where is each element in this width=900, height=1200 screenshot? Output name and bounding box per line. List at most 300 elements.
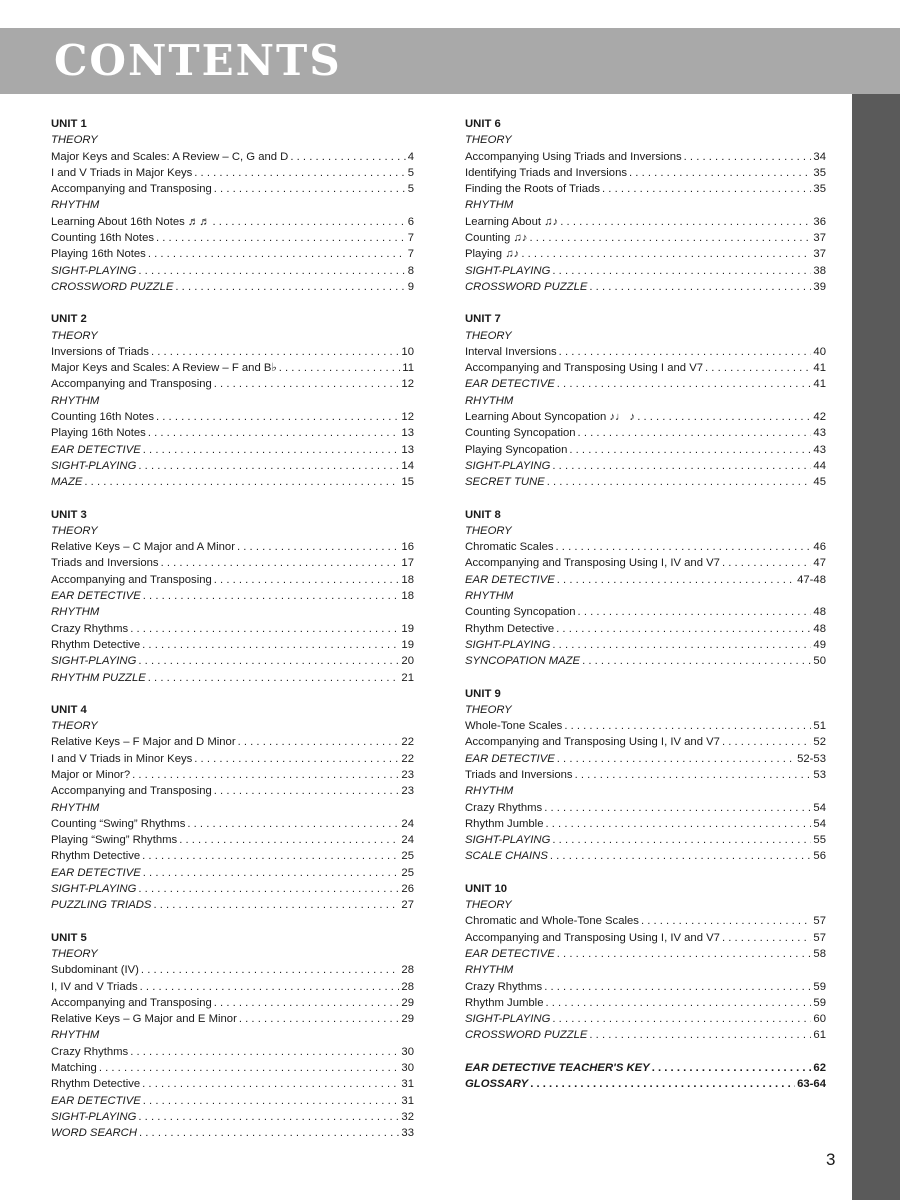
toc-entry[interactable] — [465, 474, 826, 490]
toc-entry-page: 4 — [407, 150, 414, 163]
toc-entry-title: Playing ♫♪ — [465, 248, 520, 261]
toc-entry-page: 59 — [813, 996, 826, 1009]
toc-entry[interactable] — [51, 751, 414, 767]
toc-entry-page: 14 — [401, 459, 414, 472]
toc-leader-dots — [545, 995, 811, 1011]
toc-entry[interactable] — [51, 621, 414, 637]
toc-entry-title: MAZE — [51, 476, 83, 489]
toc-entry-page: 12 — [401, 378, 414, 391]
toc-entry[interactable] — [465, 149, 826, 165]
toc-entry-page: 22 — [401, 752, 414, 765]
toc-entry[interactable] — [465, 539, 826, 555]
toc-leader-dots — [99, 1060, 400, 1076]
toc-entry[interactable] — [51, 832, 414, 848]
toc-leader-dots — [143, 442, 400, 458]
toc-entry-title: Accompanying and Transposing Using I, IV and V7 — [465, 736, 720, 749]
toc-entry-title: Accompanying and Transposing — [51, 183, 212, 196]
toc-entry-page: 24 — [401, 817, 414, 830]
toc-entry-page: 52 — [813, 736, 826, 749]
toc-entry[interactable] — [465, 946, 826, 962]
contents-column-right — [465, 116, 826, 1108]
toc-entry[interactable] — [51, 865, 414, 881]
toc-entry[interactable] — [465, 832, 826, 848]
toc-entry[interactable] — [465, 979, 826, 995]
toc-entry[interactable] — [51, 555, 414, 571]
toc-entry-page: 33 — [401, 1127, 414, 1140]
toc-entry[interactable] — [465, 1027, 826, 1043]
toc-entry[interactable] — [465, 604, 826, 620]
toc-leader-dots — [589, 279, 811, 295]
section-heading: THEORY — [51, 134, 98, 147]
toc-entry-title: GLOSSARY — [465, 1078, 529, 1091]
toc-entry[interactable] — [465, 913, 826, 929]
toc-entry-page: 50 — [813, 655, 826, 668]
toc-entry-page: 25 — [401, 850, 414, 863]
toc-entry-title: CROSSWORD PUZZLE — [51, 280, 174, 293]
toc-entry[interactable] — [465, 734, 826, 750]
toc-leader-dots — [179, 832, 399, 848]
section-heading: RHYTHM — [51, 199, 100, 212]
section-heading: RHYTHM — [465, 199, 514, 212]
unit-block — [51, 116, 414, 295]
toc-entry-page: 57 — [813, 931, 826, 944]
section-heading: RHYTHM — [51, 606, 100, 619]
unit-block — [465, 881, 826, 1044]
toc-leader-dots — [148, 425, 400, 441]
toc-entry-title: Playing 16th Notes — [51, 248, 146, 261]
toc-leader-dots — [547, 474, 812, 490]
toc-entry[interactable] — [465, 1011, 826, 1027]
toc-entry[interactable] — [51, 653, 414, 669]
toc-entry[interactable] — [51, 149, 414, 165]
toc-entry-page: 54 — [813, 817, 826, 830]
unit-block — [465, 507, 826, 670]
toc-leader-dots — [194, 751, 399, 767]
section-heading: THEORY — [465, 524, 512, 537]
toc-entry-page: 18 — [401, 573, 414, 586]
toc-entry-title: Whole-Tone Scales — [465, 720, 563, 733]
toc-entry[interactable] — [465, 653, 826, 669]
toc-leader-dots — [194, 165, 405, 181]
section-heading: THEORY — [51, 524, 98, 537]
toc-entry-title: Identifying Triads and Inversions — [465, 166, 628, 179]
toc-entry-page: 61 — [813, 1029, 826, 1042]
toc-entry[interactable] — [465, 930, 826, 946]
toc-leader-dots — [214, 995, 400, 1011]
section-heading: THEORY — [51, 720, 98, 733]
toc-entry[interactable] — [465, 718, 826, 734]
toc-entry[interactable] — [465, 279, 826, 295]
toc-entry-page: 49 — [813, 638, 826, 651]
toc-leader-dots — [214, 572, 400, 588]
toc-entry[interactable] — [51, 344, 414, 360]
toc-entry-page: 21 — [401, 671, 414, 684]
toc-entry[interactable] — [51, 165, 414, 181]
toc-entry[interactable] — [51, 425, 414, 441]
toc-leader-dots — [138, 263, 405, 279]
toc-entry-page: 30 — [401, 1045, 414, 1058]
toc-entry[interactable] — [51, 1011, 414, 1027]
toc-entry-title: CROSSWORD PUZZLE — [465, 280, 588, 293]
toc-leader-dots — [582, 653, 811, 669]
toc-entry-page: 32 — [401, 1110, 414, 1123]
toc-entry-page: 52-53 — [797, 752, 826, 765]
toc-leader-dots — [153, 897, 399, 913]
toc-entry-page: 38 — [813, 264, 826, 277]
toc-leader-dots — [684, 149, 812, 165]
toc-entry-page: 45 — [813, 476, 826, 489]
toc-leader-dots — [138, 881, 399, 897]
unit-block — [465, 116, 826, 295]
toc-entry-title: Rhythm Jumble — [465, 996, 544, 1009]
toc-entry-page: 58 — [813, 947, 826, 960]
unit-heading: UNIT 4 — [51, 703, 87, 716]
toc-leader-dots — [559, 344, 812, 360]
toc-leader-dots — [552, 263, 811, 279]
toc-leader-dots — [652, 1060, 812, 1076]
toc-leader-dots — [564, 718, 811, 734]
toc-entry[interactable] — [465, 572, 826, 588]
toc-entry[interactable] — [51, 263, 414, 279]
toc-entry-page: 22 — [401, 736, 414, 749]
toc-entry[interactable] — [51, 767, 414, 783]
toc-entry[interactable] — [465, 214, 826, 230]
toc-leader-dots — [557, 946, 812, 962]
unit-block — [51, 702, 414, 914]
toc-leader-dots — [214, 376, 400, 392]
toc-entry-page: 57 — [813, 915, 826, 928]
toc-entry-title: SIGHT-PLAYING — [465, 459, 551, 472]
section-heading: THEORY — [465, 899, 512, 912]
toc-entry[interactable] — [51, 230, 414, 246]
toc-entry-page: 59 — [813, 980, 826, 993]
toc-entry[interactable] — [51, 539, 414, 555]
toc-entry[interactable] — [51, 442, 414, 458]
toc-entry-page: 29 — [401, 1013, 414, 1026]
section-heading: RHYTHM — [51, 394, 100, 407]
toc-entry-page: 34 — [813, 150, 826, 163]
section-heading: THEORY — [51, 329, 98, 342]
toc-leader-dots — [130, 1044, 399, 1060]
toc-entry-page: 51 — [813, 720, 826, 733]
toc-entry-title: Playing “Swing” Rhythms — [51, 834, 178, 847]
toc-entry[interactable] — [465, 181, 826, 197]
section-heading: RHYTHM — [51, 801, 100, 814]
toc-entry-page: 12 — [401, 411, 414, 424]
toc-entry-title: Rhythm Detective — [51, 1078, 141, 1091]
toc-entry[interactable] — [465, 263, 826, 279]
toc-entry[interactable] — [51, 588, 414, 604]
toc-entry[interactable] — [465, 360, 826, 376]
toc-entry[interactable] — [465, 637, 826, 653]
toc-entry[interactable] — [51, 670, 414, 686]
toc-entry-page: 44 — [813, 459, 826, 472]
toc-entry-title: I, IV and V Triads — [51, 980, 138, 993]
toc-leader-dots — [557, 572, 795, 588]
toc-leader-dots — [141, 962, 400, 978]
toc-leader-dots — [187, 816, 399, 832]
toc-leader-dots — [552, 637, 811, 653]
toc-leader-dots — [722, 734, 811, 750]
toc-entry-page: 13 — [401, 427, 414, 440]
toc-entry-title: Triads and Inversions — [465, 768, 573, 781]
toc-entry-title: SIGHT-PLAYING — [51, 459, 137, 472]
toc-entry-page: 41 — [813, 362, 826, 375]
toc-entry[interactable] — [465, 165, 826, 181]
right-edge-bar — [852, 0, 900, 1200]
toc-entry-title: EAR DETECTIVE — [51, 866, 141, 879]
toc-entry-title: EAR DETECTIVE — [51, 590, 141, 603]
toc-entry[interactable] — [51, 783, 414, 799]
toc-entry-title: Major or Minor? — [51, 768, 131, 781]
toc-entry-title: Chromatic Scales — [465, 541, 554, 554]
toc-entry[interactable] — [51, 246, 414, 262]
toc-entry-title: EAR DETECTIVE — [465, 752, 555, 765]
toc-entry[interactable] — [465, 555, 826, 571]
toc-entry[interactable] — [465, 751, 826, 767]
toc-entry[interactable] — [51, 897, 414, 913]
toc-entry[interactable] — [51, 1076, 414, 1092]
toc-entry-title: Rhythm Jumble — [465, 817, 544, 830]
toc-entry[interactable] — [51, 360, 414, 376]
section-heading: RHYTHM — [465, 785, 514, 798]
toc-entry-title: Accompanying and Transposing — [51, 378, 212, 391]
toc-entry[interactable] — [465, 767, 826, 783]
toc-entry[interactable] — [51, 962, 414, 978]
toc-entry-page: 28 — [401, 980, 414, 993]
toc-entry-title: Relative Keys – F Major and D Minor — [51, 736, 236, 749]
toc-entry-title: Learning About ♫♪ — [465, 215, 559, 228]
toc-entry-page: 5 — [407, 166, 414, 179]
toc-entry[interactable] — [465, 995, 826, 1011]
toc-leader-dots — [589, 1027, 811, 1043]
toc-entry[interactable] — [465, 816, 826, 832]
toc-entry-title: SIGHT-PLAYING — [51, 264, 137, 277]
toc-entry-title: RHYTHM PUZZLE — [51, 671, 146, 684]
toc-entry-title: Learning About Syncopation ♪♩ ♪ — [465, 411, 636, 424]
toc-leader-dots — [557, 376, 812, 392]
toc-entry-title: Relative Keys – C Major and A Minor — [51, 541, 235, 554]
toc-entry-page: 18 — [401, 590, 414, 603]
toc-leader-dots — [139, 1125, 399, 1141]
unit-block — [51, 311, 414, 490]
toc-entry[interactable] — [465, 425, 826, 441]
toc-entry-title: EAR DETECTIVE — [465, 947, 555, 960]
toc-leader-dots — [521, 246, 811, 262]
toc-entry-title: SIGHT-PLAYING — [465, 834, 551, 847]
toc-entry[interactable] — [51, 979, 414, 995]
section-heading: RHYTHM — [465, 964, 514, 977]
toc-entry-title: SYNCOPATION MAZE — [465, 655, 581, 668]
toc-entry-title: Relative Keys – G Major and E Minor — [51, 1013, 237, 1026]
toc-leader-dots — [130, 621, 399, 637]
toc-leader-dots — [530, 1076, 795, 1092]
toc-entry[interactable] — [51, 214, 414, 230]
toc-leader-dots — [175, 279, 405, 295]
toc-entry-page: 26 — [401, 883, 414, 896]
toc-entry-page: 6 — [407, 215, 414, 228]
unit-heading: UNIT 2 — [51, 313, 87, 326]
unit-block — [51, 930, 414, 1142]
toc-entry-title: Counting ♫♪ — [465, 232, 528, 245]
toc-entry-title: Counting 16th Notes — [51, 232, 154, 245]
toc-entry-title: SIGHT-PLAYING — [465, 638, 551, 651]
toc-entry-title: EAR DETECTIVE — [465, 378, 555, 391]
unit-heading: UNIT 6 — [465, 118, 501, 130]
toc-leader-dots — [602, 181, 811, 197]
section-heading: RHYTHM — [51, 1029, 100, 1042]
toc-leader-dots — [552, 832, 811, 848]
toc-leader-dots — [132, 767, 399, 783]
toc-entry-page: 46 — [813, 541, 826, 554]
toc-leader-dots — [239, 1011, 400, 1027]
toc-entry[interactable] — [465, 1060, 826, 1076]
toc-entry[interactable] — [51, 1060, 414, 1076]
toc-entry-title: EAR DETECTIVE TEACHER'S KEY — [465, 1061, 650, 1074]
section-heading: THEORY — [51, 947, 98, 960]
toc-entry-page: 10 — [401, 345, 414, 358]
toc-entry[interactable] — [51, 458, 414, 474]
section-heading: RHYTHM — [465, 590, 514, 603]
toc-entry[interactable] — [51, 1109, 414, 1125]
toc-entry-title: Crazy Rhythms — [465, 801, 543, 814]
toc-entry-page: 11 — [402, 362, 414, 375]
toc-entry-page: 43 — [813, 427, 826, 440]
toc-entry-page: 53 — [813, 768, 826, 781]
toc-entry-title: Counting Syncopation — [465, 606, 576, 619]
toc-entry-title: Accompanying and Transposing Using I and V7 — [465, 362, 704, 375]
toc-leader-dots — [544, 800, 811, 816]
toc-entry-page: 20 — [401, 655, 414, 668]
toc-entry-title: I and V Triads in Minor Keys — [51, 752, 193, 765]
toc-entry-title: Rhythm Detective — [465, 622, 555, 635]
toc-entry-title: SIGHT-PLAYING — [465, 1013, 551, 1026]
toc-entry[interactable] — [51, 881, 414, 897]
toc-entry-page: 23 — [401, 768, 414, 781]
toc-entry-title: SECRET TUNE — [465, 476, 545, 489]
toc-entry[interactable] — [51, 734, 414, 750]
toc-entry-page: 37 — [813, 232, 826, 245]
unit-heading: UNIT 9 — [465, 687, 501, 700]
toc-entry[interactable] — [465, 848, 826, 864]
right-edge-bar-cap — [852, 0, 900, 28]
toc-entry-page: 31 — [401, 1094, 414, 1107]
toc-leader-dots — [214, 181, 406, 197]
toc-entry[interactable] — [51, 816, 414, 832]
toc-entry[interactable] — [51, 181, 414, 197]
toc-entry-title: PUZZLING TRIADS — [51, 899, 152, 912]
toc-entry-page: 54 — [813, 801, 826, 814]
unit-block — [465, 311, 826, 490]
toc-entry-title: Playing Syncopation — [465, 443, 568, 456]
toc-entry-title: Major Keys and Scales: A Review – C, G and D — [51, 150, 289, 163]
toc-entry-title: Accompanying Using Triads and Inversions — [465, 150, 682, 163]
unit-heading: UNIT 8 — [465, 508, 501, 521]
toc-entry[interactable] — [51, 279, 414, 295]
toc-entry-title: Counting “Swing” Rhythms — [51, 817, 186, 830]
toc-leader-dots — [569, 442, 811, 458]
toc-entry-title: Subdominant (IV) — [51, 964, 139, 977]
toc-entry[interactable] — [465, 442, 826, 458]
toc-entry-page: 30 — [401, 1062, 414, 1075]
toc-entry-page: 23 — [401, 785, 414, 798]
toc-leader-dots — [641, 913, 811, 929]
toc-entry-title: Playing 16th Notes — [51, 427, 146, 440]
toc-entry[interactable] — [51, 572, 414, 588]
toc-entry-title: Rhythm Detective — [51, 850, 141, 863]
toc-leader-dots — [143, 588, 400, 604]
toc-entry[interactable] — [465, 230, 826, 246]
toc-entry-page: 42 — [813, 411, 826, 424]
toc-entry-title: Accompanying and Transposing — [51, 785, 212, 798]
toc-entry[interactable] — [465, 1076, 826, 1092]
toc-entry-title: Accompanying and Transposing Using I, IV and V7 — [465, 557, 720, 570]
toc-entry[interactable] — [465, 409, 826, 425]
unit-heading: UNIT 5 — [51, 931, 87, 944]
toc-leader-dots — [575, 767, 812, 783]
toc-leader-dots — [552, 1011, 811, 1027]
toc-entry[interactable] — [465, 458, 826, 474]
toc-entry-page: 27 — [401, 899, 414, 912]
toc-leader-dots — [143, 1093, 400, 1109]
toc-entry-title: Crazy Rhythms — [51, 622, 129, 635]
toc-entry-page: 7 — [407, 248, 414, 261]
unit-heading: UNIT 1 — [51, 118, 87, 130]
toc-entry[interactable] — [465, 376, 826, 392]
toc-leader-dots — [138, 653, 399, 669]
toc-leader-dots — [556, 621, 811, 637]
toc-leader-dots — [142, 848, 399, 864]
toc-entry-title: SCALE CHAINS — [465, 850, 548, 863]
toc-entry[interactable] — [465, 246, 826, 262]
unit-heading: UNIT 7 — [465, 313, 501, 326]
toc-entry[interactable] — [51, 376, 414, 392]
section-heading: THEORY — [465, 329, 512, 342]
toc-entry-title: Rhythm Detective — [51, 638, 141, 651]
toc-entry[interactable] — [465, 344, 826, 360]
toc-leader-dots — [290, 149, 405, 165]
toc-entry-title: Inversions of Triads — [51, 345, 149, 358]
toc-leader-dots — [722, 555, 811, 571]
toc-entry[interactable] — [51, 848, 414, 864]
toc-entry-page: 25 — [401, 866, 414, 879]
toc-leader-dots — [151, 344, 399, 360]
toc-entry[interactable] — [51, 637, 414, 653]
toc-entry[interactable] — [51, 1093, 414, 1109]
toc-entry-title: SIGHT-PLAYING — [51, 883, 137, 896]
unit-block — [51, 507, 414, 686]
toc-entry[interactable] — [465, 621, 826, 637]
toc-leader-dots — [213, 214, 406, 230]
toc-leader-dots — [237, 539, 399, 555]
toc-entry-page: 55 — [813, 834, 826, 847]
toc-entry-page: 29 — [401, 996, 414, 1009]
toc-entry-page: 19 — [401, 622, 414, 635]
toc-entry-page: 31 — [401, 1078, 414, 1091]
toc-entry[interactable] — [51, 995, 414, 1011]
toc-entry-title: EAR DETECTIVE — [51, 1094, 141, 1107]
toc-entry[interactable] — [465, 800, 826, 816]
toc-entry[interactable] — [51, 409, 414, 425]
toc-entry[interactable] — [51, 1125, 414, 1141]
toc-entry-title: Accompanying and Transposing — [51, 996, 212, 1009]
toc-entry[interactable] — [51, 474, 414, 490]
section-heading: THEORY — [465, 134, 512, 147]
toc-entry-title: I and V Triads in Major Keys — [51, 166, 193, 179]
toc-entry[interactable] — [51, 1044, 414, 1060]
toc-entry-title: Interval Inversions — [465, 345, 557, 358]
unit-heading: UNIT 10 — [465, 882, 508, 895]
